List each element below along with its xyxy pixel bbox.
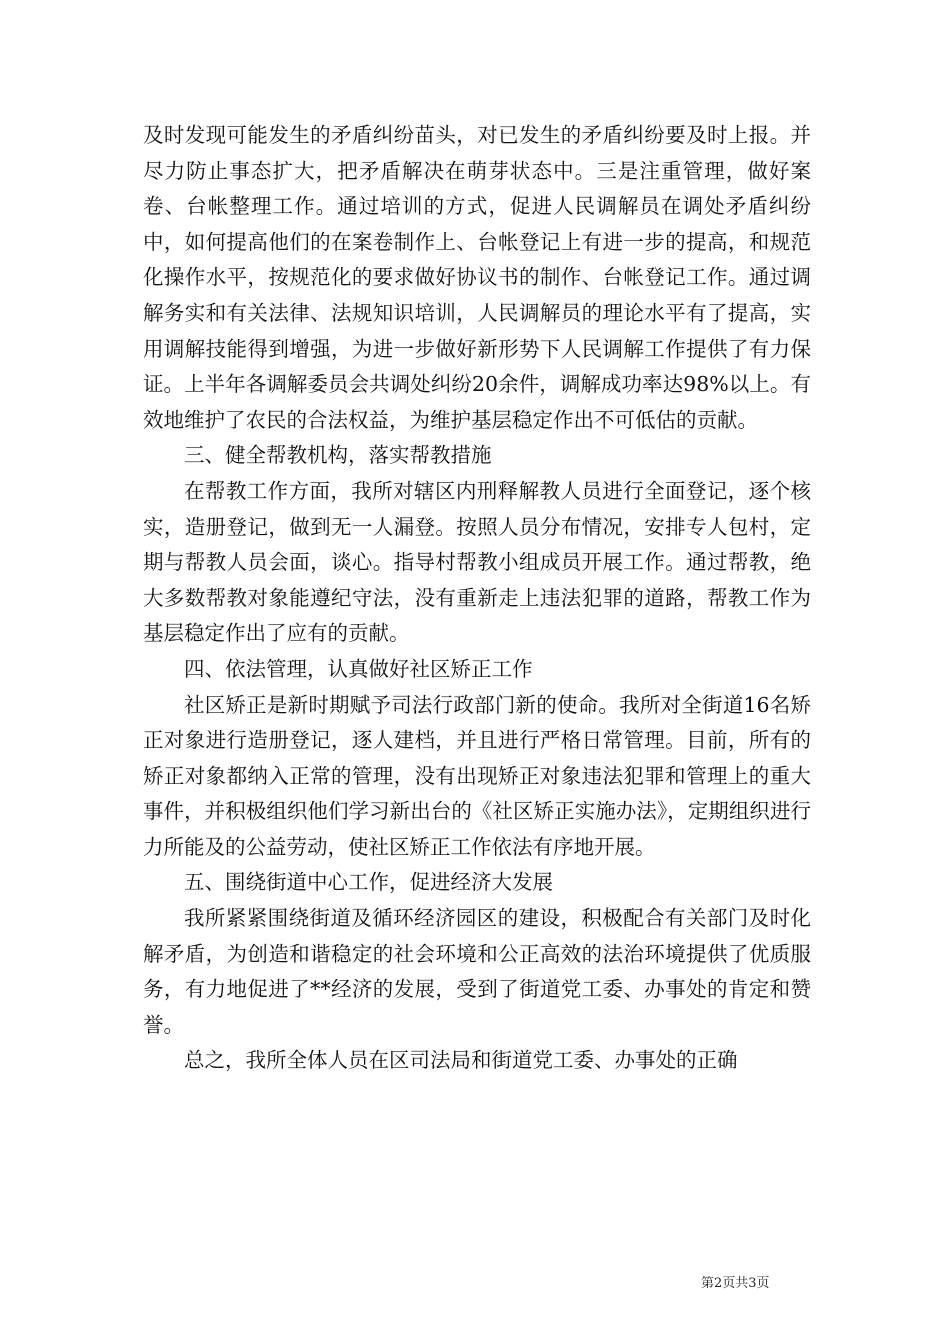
section-heading-4: 四、依法管理，认真做好社区矫正工作: [184, 656, 533, 681]
paragraph-assistance: 在帮教工作方面，我所对辖区内刑释解教人员进行全面登记，逐个核实，造册登记，做到无一人漏登。按照人员分布情况，安排专人包村，定期与帮教人员会面，谈心。指导村帮教小组成员开展工作。通过帮教，绝大多数帮教对象能遵纪守法，没有重新走上违法犯罪的道路，帮教工作为基层稳定作出了应有的贡献。: [143, 478, 811, 646]
document-body: [143, 118, 811, 1079]
paragraph-conclusion: 总之，我所全体人员在区司法局和街道党工委、办事处的正确: [184, 1048, 738, 1073]
paragraph-economic-development: 我所紧紧围绕街道及循环经济园区的建设，积极配合有关部门及时化解矛盾，为创造和谐稳定的社会环境和公正高效的法治环境提供了优质服务，有力地促进了**经济的发展，受到了街道党工委、办事处的肯定和赞誉。: [143, 906, 811, 1037]
section-heading-5: 五、围绕街道中心工作，促进经济大发展: [184, 870, 553, 895]
paragraph-mediation-continued: 及时发现可能发生的矛盾纠纷苗头，对已发生的矛盾纠纷要及时上报。并尽力防止事态扩大，把矛盾解决在萌芽状态中。三是注重管理，做好案卷、台帐整理工作。通过培训的方式，促进人民调解员在调处矛盾纠纷中，如何提高他们的在案卷制作上、台帐登记上有进一步的提高，和规范化操作水平，按规范化的要求做好协议书的制作、台帐登记工作。通过调解务实和有关法律、法规知识培训，人民调解员的理论水平有了提高，实用调解技能得到增强，为进一步做好新形势下人民调解工作提供了有力保证。上半年各调解委员会共调处纠纷20余件，调解成功率达98%以上。有效地维护了农民的合法权益，为维护基层稳定作出不可低估的贡献。: [143, 123, 811, 432]
section-heading-3: 三、健全帮教机构，落实帮教措施: [184, 443, 492, 468]
page-number: 第2页共3页: [701, 1276, 770, 1291]
paragraph-community-correction: 社区矫正是新时期赋予司法行政部门新的使命。我所对全街道16名矫正对象进行造册登记，逐人建档，并且进行严格日常管理。目前，所有的矫正对象都纳入正常的管理，没有出现矫正对象违法犯罪和管理上的重大事件，并积极组织他们学习新出台的《社区矫正实施办法》，定期组织进行力所能及的公益劳动，使社区矫正工作依法有序地开展。: [143, 692, 811, 859]
